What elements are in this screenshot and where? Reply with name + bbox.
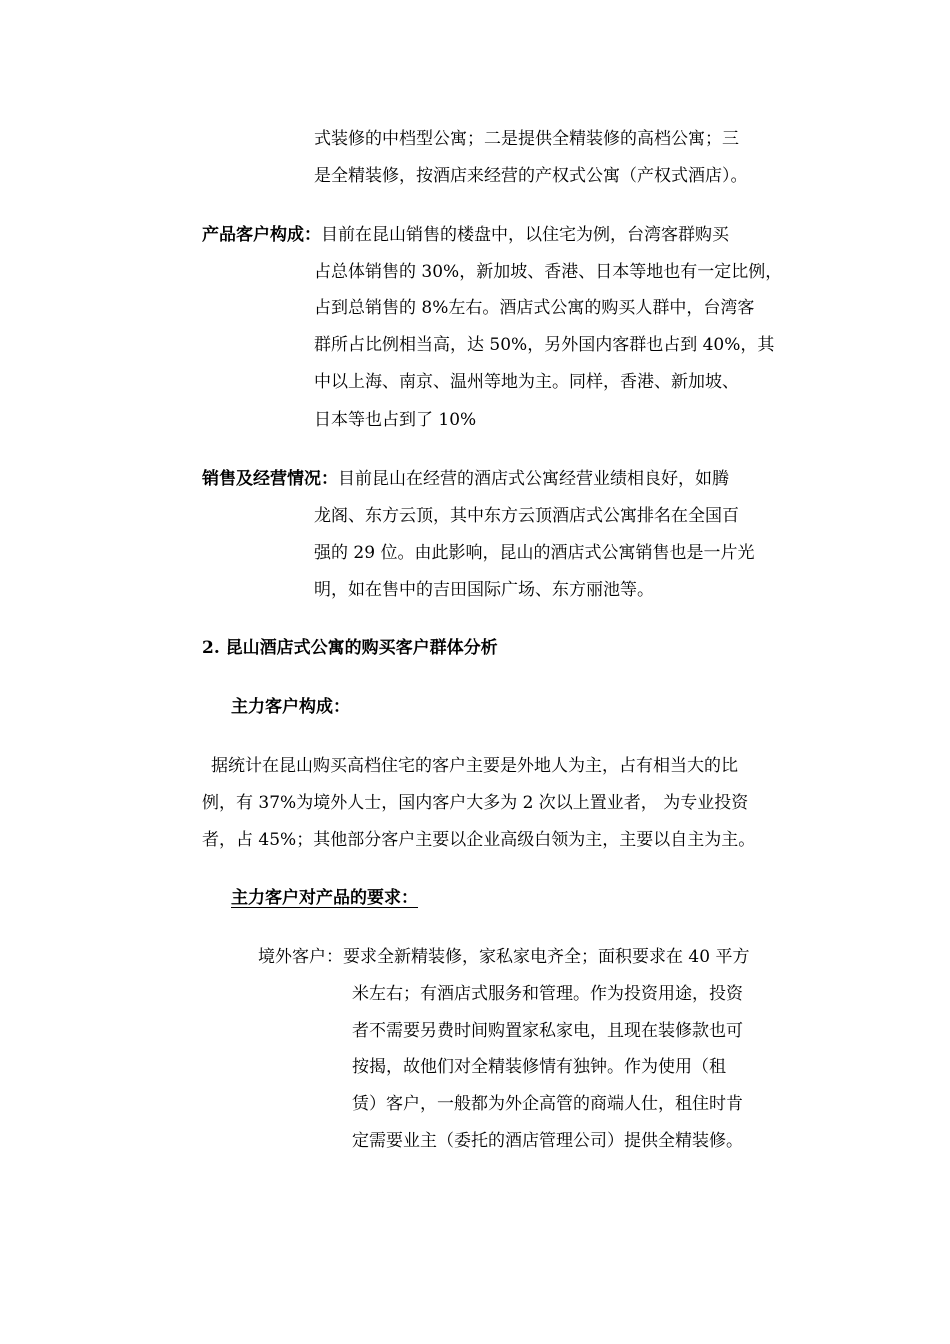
overseas-line: 定需要业主（委托的酒店管理公司）提供全精装修。 — [352, 1131, 743, 1151]
customer-composition-line: 中以上海、南京、温州等地为主。同样，香港、新加坡、 — [314, 372, 739, 392]
customer-composition-first-line — [202, 223, 729, 247]
customer-composition-label: 产品客户构成： — [202, 225, 321, 245]
main-customers-line: 者，占 45%；其他部分客户主要以企业高级白领为主，主要以自主为主。 — [202, 830, 756, 850]
sales-text: 目前昆山在经营的酒店式公寓经营业绩相良好，如腾 — [338, 469, 729, 489]
overseas-first-line — [258, 945, 749, 969]
overseas-line: 按揭，故他们对全精装修情有独钟。作为使用（租 — [352, 1057, 726, 1077]
sales-first-line — [202, 467, 729, 491]
main-customers-heading: 主力客户构成： — [231, 697, 350, 717]
customer-composition-line: 占到总销售的 8%左右。酒店式公寓的购买人群中，台湾客 — [314, 298, 755, 318]
sales-label: 销售及经营情况： — [202, 469, 338, 489]
intro-line: 式装修的中档型公寓；二是提供全精装修的高档公寓；三 — [314, 129, 739, 149]
customer-composition-line: 占总体销售的 30%，新加坡、香港、日本等地也有一定比例， — [314, 262, 783, 282]
sales-line: 强的 29 位。由此影响，昆山的酒店式公寓销售也是一片光 — [314, 543, 755, 563]
customer-composition-text: 目前在昆山销售的楼盘中，以住宅为例，台湾客群购买 — [321, 225, 729, 245]
main-customers-line: 据统计在昆山购买高档住宅的客户主要是外地人为主，占有相当大的比 — [211, 756, 738, 776]
customer-composition-line: 日本等也占到了 10% — [314, 410, 477, 430]
overseas-line: 米左右；有酒店式服务和管理。作为投资用途，投资 — [352, 984, 743, 1004]
overseas-label: 境外客户： — [258, 947, 343, 967]
customer-composition-line: 群所占比例相当高，达 50%，另外国内客群也占到 40%，其 — [314, 335, 775, 355]
overseas-text: 要求全新精装修，家私家电齐全；面积要求在 40 平方 — [343, 947, 750, 967]
main-customers-line: 例，有 37%为境外人士，国内客户大多为 2 次以上置业者， 为专业投资 — [202, 793, 749, 813]
overseas-line: 者不需要另费时间购置家私家电，且现在装修款也可 — [352, 1021, 743, 1041]
intro-line: 是全精装修，按酒店来经营的产权式公寓（产权式酒店）。 — [314, 166, 748, 186]
sales-line: 龙阁、东方云顶，其中东方云顶酒店式公寓排名在全国百 — [314, 506, 739, 526]
overseas-line: 赁）客户，一般都为外企高管的商端人仕，租住时肯 — [352, 1094, 743, 1114]
section-heading: 2. 昆山酒店式公寓的购买客户群体分析 — [202, 638, 498, 658]
sales-line: 明，如在售中的吉田国际广场、东方丽池等。 — [314, 580, 654, 600]
requirements-heading: 主力客户对产品的要求： — [231, 888, 418, 908]
